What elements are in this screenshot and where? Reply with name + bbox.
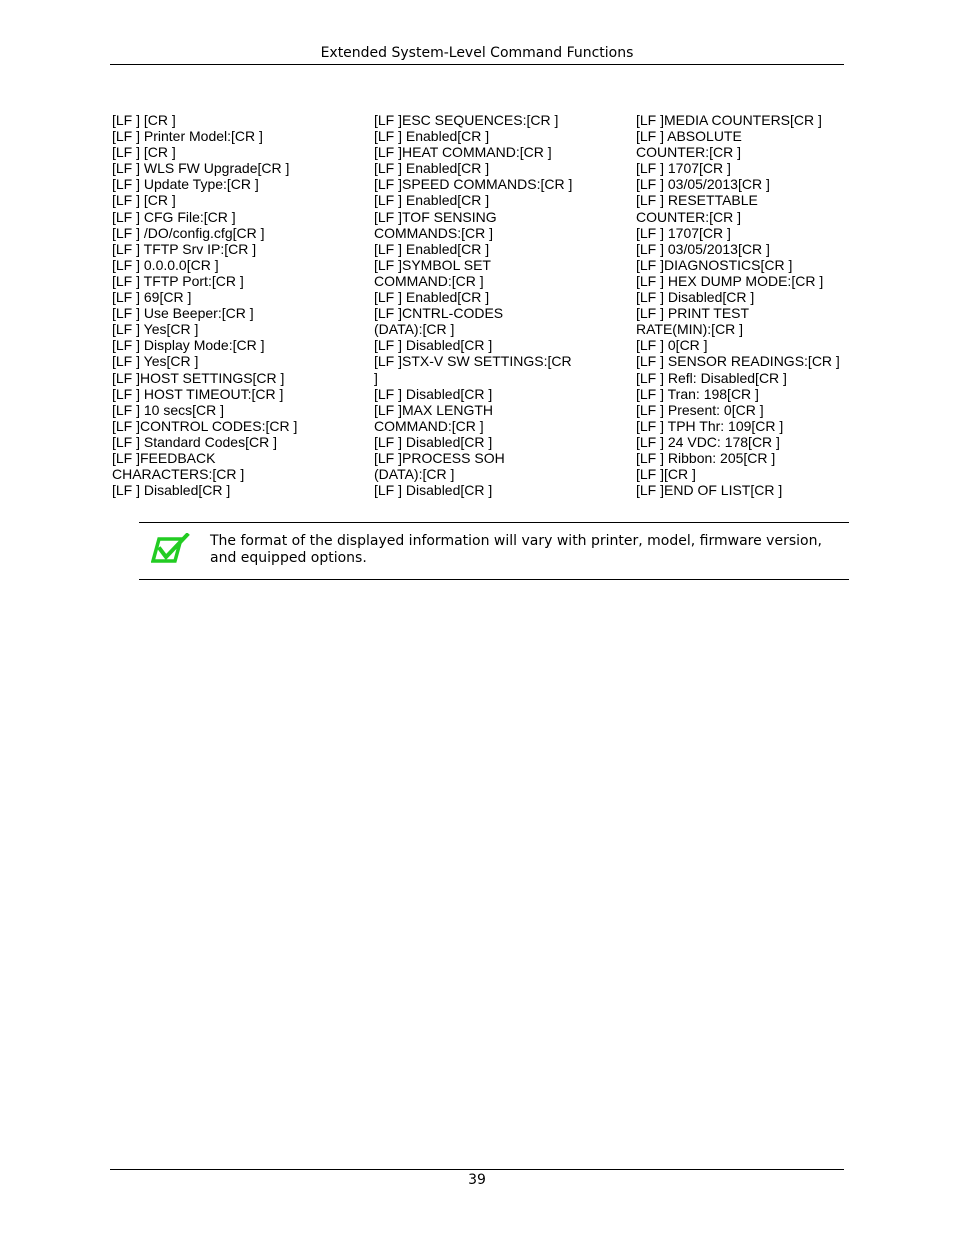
- listing-line: [LF ] ABSOLUTE: [636, 128, 742, 145]
- listing-line: [LF ] Disabled[CR ]: [374, 482, 493, 499]
- listing-line: COMMANDS:[CR ]: [374, 224, 493, 241]
- listing-line: [LF ] 10 secs[CR ]: [112, 401, 225, 418]
- listing-line: [LF ] HEX DUMP MODE:[CR ]: [636, 272, 824, 289]
- listing-line: [LF ] /DO/config.cfg[CR ]: [112, 224, 265, 241]
- listing-line: [LF ] Ribbon: 205[CR ]: [636, 449, 776, 466]
- listing-line: [LF ]STX-V SW SETTINGS:[CR: [374, 353, 572, 370]
- listing-line: [LF ]END OF LIST[CR ]: [636, 482, 783, 499]
- listing-line: (DATA):[CR ]: [374, 466, 455, 483]
- listing-line: [LF ]MEDIA COUNTERS[CR ]: [636, 112, 822, 128]
- listing-line: [LF ]CNTRL-CODES: [374, 305, 504, 322]
- listing-line: [LF ] 0[CR ]: [636, 337, 708, 354]
- listing-line: [LF ] 03/05/2013[CR ]: [636, 176, 770, 193]
- listing-line: [LF ]FEEDBACK: [112, 449, 216, 466]
- listing-line: [LF ] Enabled[CR ]: [374, 192, 490, 209]
- listing-line: [LF ] Disabled[CR ]: [374, 433, 493, 450]
- listing-line: [LF ]HEAT COMMAND:[CR ]: [374, 144, 552, 161]
- listing-line: [LF ] RESETTABLE: [636, 192, 758, 209]
- listing-line: [LF ]HOST SETTINGS[CR ]: [112, 369, 285, 386]
- note-text: The format of the displayed information will vary with printer, model, firmware version, and equipped options.: [210, 533, 822, 566]
- listing-line: RATE(MIN):[CR ]: [636, 321, 744, 338]
- listing-column-3: [636, 112, 866, 498]
- listing-line: [LF ] TFTP Srv IP:[CR ]: [112, 240, 257, 257]
- listing-line: COUNTER:[CR ]: [636, 208, 741, 225]
- listing-column-2: [374, 112, 626, 498]
- listing-line: [LF ] TFTP Port:[CR ]: [112, 272, 244, 289]
- footer-divider: [110, 1169, 844, 1170]
- listing-line: [LF ] [CR ]: [112, 192, 176, 209]
- listing-line: COMMAND:[CR ]: [374, 417, 484, 434]
- listing-line: [LF ] Disabled[CR ]: [112, 482, 231, 499]
- page-number: 39: [468, 1172, 486, 1188]
- listing-line: [LF ]MAX LENGTH: [374, 401, 494, 418]
- listing-line: [LF ] 69[CR ]: [112, 289, 192, 306]
- listing-line: [LF ] Tran: 198[CR ]: [636, 385, 759, 402]
- listing-line: [LF ]SYMBOL SET: [374, 256, 491, 273]
- listing-line: [LF ] Disabled[CR ]: [374, 385, 493, 402]
- listing-line: [LF ] Refl: Disabled[CR ]: [636, 369, 787, 386]
- checked-note-icon: [151, 533, 191, 567]
- page-header-title: Extended System-Level Command Functions: [320, 45, 634, 61]
- listing-line: [LF ] SENSOR READINGS:[CR ]: [636, 353, 840, 370]
- listing-line: [LF ] Yes[CR ]: [112, 321, 199, 338]
- listing-line: (DATA):[CR ]: [374, 321, 455, 338]
- listing-line: [LF ] TPH Thr: 109[CR ]: [636, 417, 784, 434]
- listing-line: [LF ] Printer Model:[CR ]: [112, 128, 263, 145]
- listing-line: ]: [374, 369, 378, 386]
- listing-line: [LF ] WLS FW Upgrade[CR ]: [112, 160, 290, 177]
- listing-line: [LF ]PROCESS SOH: [374, 449, 505, 466]
- listing-line: [LF ]ESC SEQUENCES:[CR ]: [374, 112, 559, 128]
- listing-line: [LF ]DIAGNOSTICS[CR ]: [636, 256, 793, 273]
- listing-line: [LF ] 0.0.0.0[CR ]: [112, 256, 219, 273]
- listing-line: [LF ]TOF SENSING: [374, 208, 497, 225]
- listing-line: [LF ] 1707[CR ]: [636, 160, 731, 177]
- listing-line: [LF ] Disabled[CR ]: [374, 337, 493, 354]
- listing-line: COMMAND:[CR ]: [374, 272, 484, 289]
- note-box: [139, 522, 849, 580]
- listing-line: [LF ] Enabled[CR ]: [374, 160, 490, 177]
- listing-line: [LF ] Standard Codes[CR ]: [112, 433, 277, 450]
- listing-line: [LF ][CR ]: [636, 466, 696, 483]
- listing-line: [LF ] 1707[CR ]: [636, 224, 731, 241]
- listing-line: [LF ] Enabled[CR ]: [374, 240, 490, 257]
- header-divider: [110, 64, 844, 65]
- listing-line: [LF ] PRINT TEST: [636, 305, 750, 322]
- listing-line: [LF ] Disabled[CR ]: [636, 289, 755, 306]
- listing-line: [LF ] Enabled[CR ]: [374, 128, 490, 145]
- listing-line: [LF ] 24 VDC: 178[CR ]: [636, 433, 780, 450]
- listing-line: [LF ] 03/05/2013[CR ]: [636, 240, 770, 257]
- listing-line: [LF ] CFG File:[CR ]: [112, 208, 236, 225]
- listing-line: [LF ] Present: 0[CR ]: [636, 401, 764, 418]
- listing-line: COUNTER:[CR ]: [636, 144, 741, 161]
- listing-line: CHARACTERS:[CR ]: [112, 466, 245, 483]
- listing-line: [LF ] Display Mode:[CR ]: [112, 337, 265, 354]
- listing-line: [LF ] Enabled[CR ]: [374, 289, 490, 306]
- listing-line: [LF ] Yes[CR ]: [112, 353, 199, 370]
- listing-line: [LF ] HOST TIMEOUT:[CR ]: [112, 385, 284, 402]
- listing-line: [LF ] [CR ]: [112, 112, 176, 128]
- listing-line: [LF ] Update Type:[CR ]: [112, 176, 259, 193]
- listing-line: [LF ]SPEED COMMANDS:[CR ]: [374, 176, 573, 193]
- listing-line: [LF ] Use Beeper:[CR ]: [112, 305, 254, 322]
- listing-line: [LF ] [CR ]: [112, 144, 176, 161]
- listing-line: [LF ]CONTROL CODES:[CR ]: [112, 417, 298, 434]
- listing-column-1: [112, 112, 364, 498]
